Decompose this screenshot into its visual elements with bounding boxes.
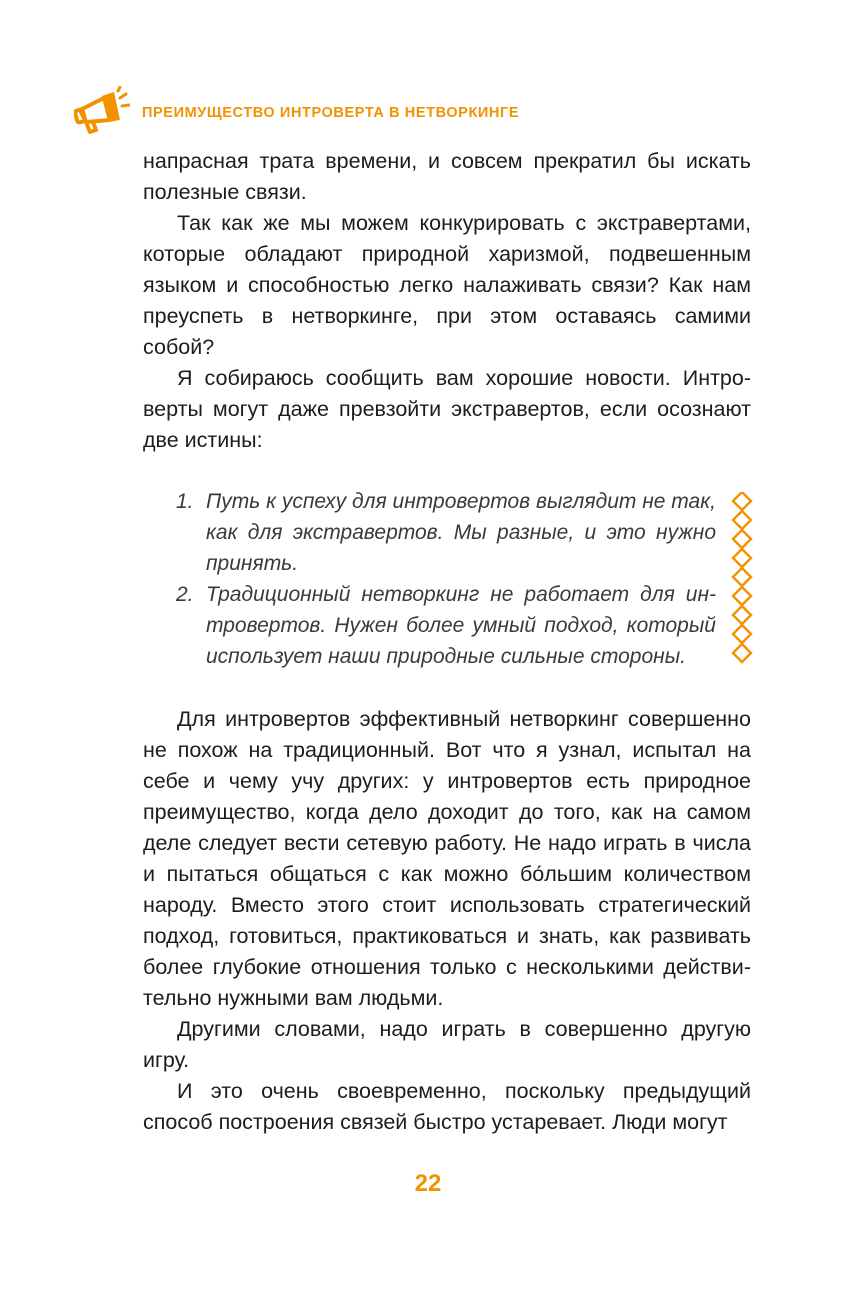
paragraph: Я собираюсь сообщить вам хорошие новости. Интроверты могут даже превзойти экстравертов, если осознают две истины:: [143, 366, 751, 452]
paragraph-continuation: напрасная трата времени, и совсем прекратил бы искать полезные связи.: [143, 149, 751, 204]
paragraph: Другими словами, надо играть в совершенно другую игру.: [143, 1017, 751, 1072]
header-title: ПРЕИМУЩЕСТВО ИНТРОВЕРТА В НЕТВОРКИНГЕ: [142, 105, 520, 121]
diamond-ornament-shape: [733, 549, 751, 567]
diamond-ornament-shape: [733, 625, 751, 643]
diamond-ornament-shape: [733, 511, 751, 529]
diamond-ornament-shape: [733, 568, 751, 586]
truths-list: [176, 486, 716, 672]
list-item-text: Традиционный нетворкинг не работает для интровертов. Нужен более умный подход, который использует наши природные сильные стороны.: [206, 583, 716, 668]
body-text-bottom: [143, 704, 751, 1138]
diamond-ornament-shape: [733, 606, 751, 624]
paragraph: Для интровертов эффективный нетворкинг совершенно не похож на традиционный. Вот что я узнал, испытал на себе и чему учу других: у интровертов есть природное преимущество, когда дело доходит до того, как на самом деле следует вести сетевую работу. Не надо играть в числа и пытаться общаться с как можно бо́льшим количеством народу. Вместо этого стоит использовать стратегический подход, готовиться, практиковаться и знать, как развивать более глубокие отношения только с несколькими действительно нужными вам людьми.: [143, 707, 751, 1010]
list-item-number: 2.: [176, 583, 194, 606]
list-item-number: 1.: [176, 490, 194, 513]
diamond-chain-ornament: [731, 492, 753, 668]
diamond-ornament-shape: [733, 492, 751, 510]
diamond-ornament-shape: [733, 644, 751, 662]
body-text-top: [143, 146, 751, 456]
paragraph: И это очень своевременно, поскольку предыдущий способ построения связей быстро устаревает. Люди могут: [143, 1079, 751, 1134]
diamond-ornament-shape: [733, 587, 751, 605]
megaphone-icon: [74, 86, 130, 136]
list-item: [176, 486, 716, 579]
running-header: [74, 86, 519, 136]
paragraph: Так как же мы можем конкурировать с экстравертами, которые обладают природной харизмой, подвешенным языком и способностью легко налаживать связи? Как нам преуспеть в нетворкинге, при этом оставаясь самими собой?: [143, 211, 751, 359]
list-item-text: Путь к успеху для интровертов выглядит не так, как для экстравертов. Мы разные, и это нужно принять.: [206, 490, 716, 575]
diamond-ornament-shape: [733, 530, 751, 548]
list-item: [176, 579, 716, 672]
page-number: 22: [414, 1170, 442, 1197]
